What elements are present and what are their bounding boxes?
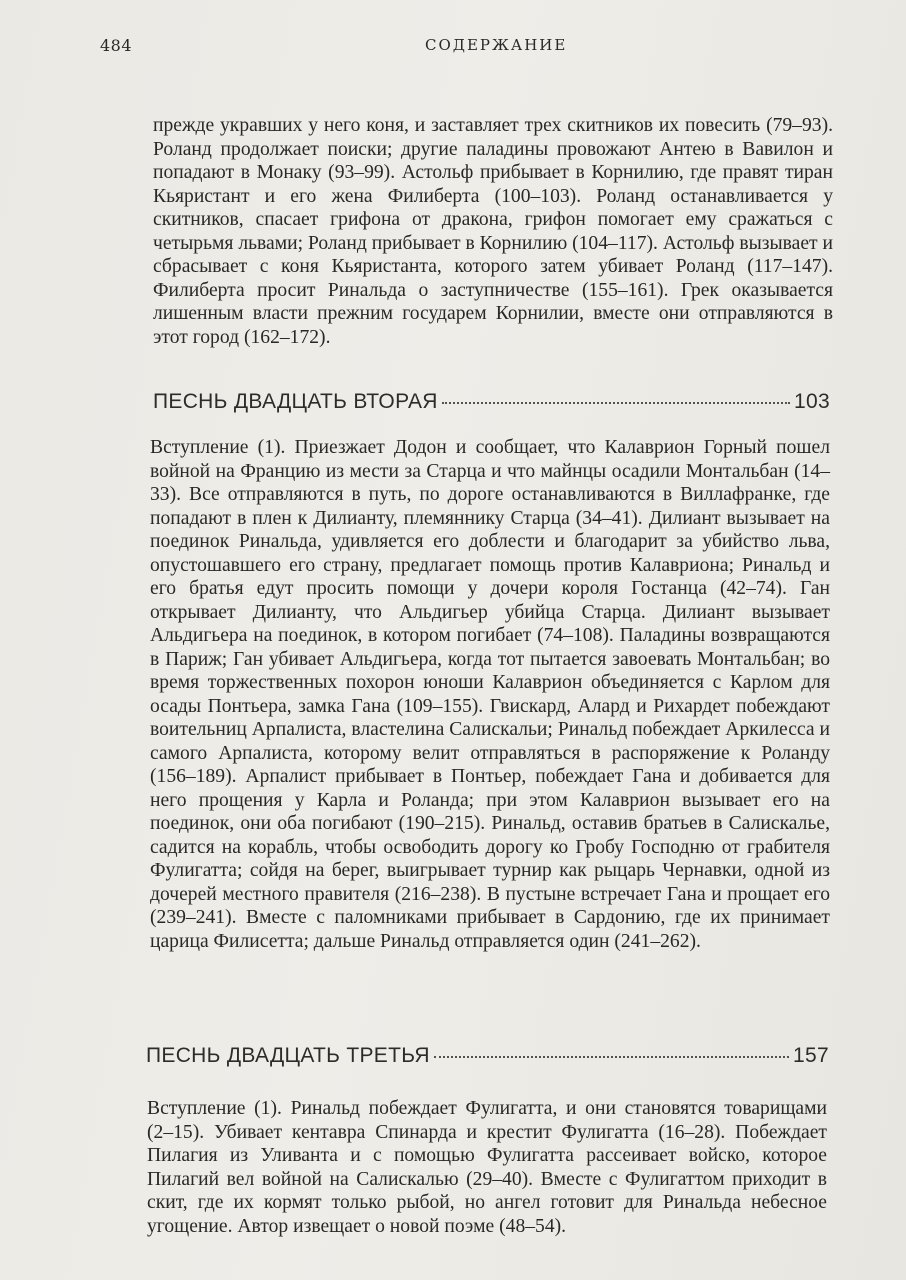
toc-entry-page-number: 103 — [794, 390, 830, 413]
page-number: 484 — [100, 36, 133, 55]
dot-leader — [442, 402, 790, 404]
toc-entry-canto-23[interactable] — [146, 1044, 829, 1068]
toc-entry-canto-22[interactable] — [153, 390, 830, 414]
toc-entry-title: ПЕСНЬ ДВАДЦАТЬ ТРЕТЬЯ — [146, 1044, 430, 1067]
toc-entry-page-number: 157 — [793, 1044, 829, 1067]
page-header — [100, 36, 846, 60]
running-title: СОДЕРЖАНИЕ — [425, 36, 568, 54]
toc-entry-title: ПЕСНЬ ДВАДЦАТЬ ВТОРАЯ — [153, 390, 438, 413]
dot-leader — [434, 1056, 789, 1058]
summary-paragraph-canto-22: Вступление (1). Приезжает Додон и сообщает, что Калаврион Горный пошел войной на Францию из мести за Старца и что майнцы осадили Монтальбан (14–33). Все отправляются в путь, по дороге останавливаются в Виллафранке, где попадают в плен к Дилианту, племяннику Старца (34–41). Дилиант вызывает на поединок Ринальда, удивляется его доблести и благодарит за убийство льва, опустошавшего его страну, предлагает помощь против Калавриона; Ринальд и его братья едут просить помощи у дочери короля Гостанца (42–74). Ган открывает Дилианту, что Альдигьер убийца Старца. Дилиант вызывает Альдигьера на поединок, в котором погибает (74–108). Паладины возвращаются в Париж; Ган убивает Альдигьера, когда тот пытается завоевать Монтальбан; во время торжественных похорон юноши Калаврион объединяется с Карлом для осады Понтьера, замка Гана (109–155). Гвискард, Алард и Рихардет побеждают воительниц Арпалиста, властелина Салискальи; Ринальд побеждает Аркилесса и самого Арпалиста, которому велит отправляться в распоряжение к Роланду (156–189). Арпалист прибывает в Понтьер, побеждает Гана и добивается для него прощения у Карла и Роланда; при этом Калаврион вызывает его на поединок, они оба погибают (190–215). Ринальд, оставив братьев в Салискалье, садится на корабль, чтобы освободить дорогу ко Гробу Господню от грабителя Фулигатта; сойдя на берег, выигрывает турнир как рыцарь Чернавки, одной из дочерей местного правителя (216–238). В пустыне встречает Гана и прощает его (239–241). Вместе с паломниками прибывает в Сардонию, где их принимает царица Филисетта; дальше Ринальд отправляется один (241–262). — [150, 437, 830, 952]
summary-paragraph-canto-21-continued: прежде укравших у него коня, и заставляет трех скитников их повесить (79–93). Роланд продолжает поиски; другие паладины провожают Антею в Вавилон и попадают в Монаку (93–99). Астольф прибывает в Корнилию, где правят тиран Кьяристант и его жена Филиберта (100–103). Роланд останавливается у скитников, спасает грифона от дракона, грифон помогает ему сражаться с четырьмя львами; Роланд прибывает в Корнилию (104–117). Астольф вызывает и сбрасывает с коня Кьяристанта, которого затем убивает Роланд (117–147). Филиберта просит Ринальда о заступничестве (155–161). Грек оказывается лишенным власти прежним государем Корнилии, вместе они отправляются в этот город (162–172). — [153, 115, 833, 348]
summary-paragraph-canto-23: Вступление (1). Ринальд побеждает Фулигатта, и они становятся товарищами (2–15). Убивает кентавра Спинарда и крестит Фулигатта (16–28). Побеждает Пилагия из Уливанта и с помощью Фулигатта рассеивает войско, которое Пилагий вел войной на Салискалью (29–40). Вместе с Фулигаттом приходит в скит, где их кормят только рыбой, но ангел готовит для Ринальда небесное угощение. Автор извещает о новой поэме (48–54). — [147, 1098, 827, 1237]
